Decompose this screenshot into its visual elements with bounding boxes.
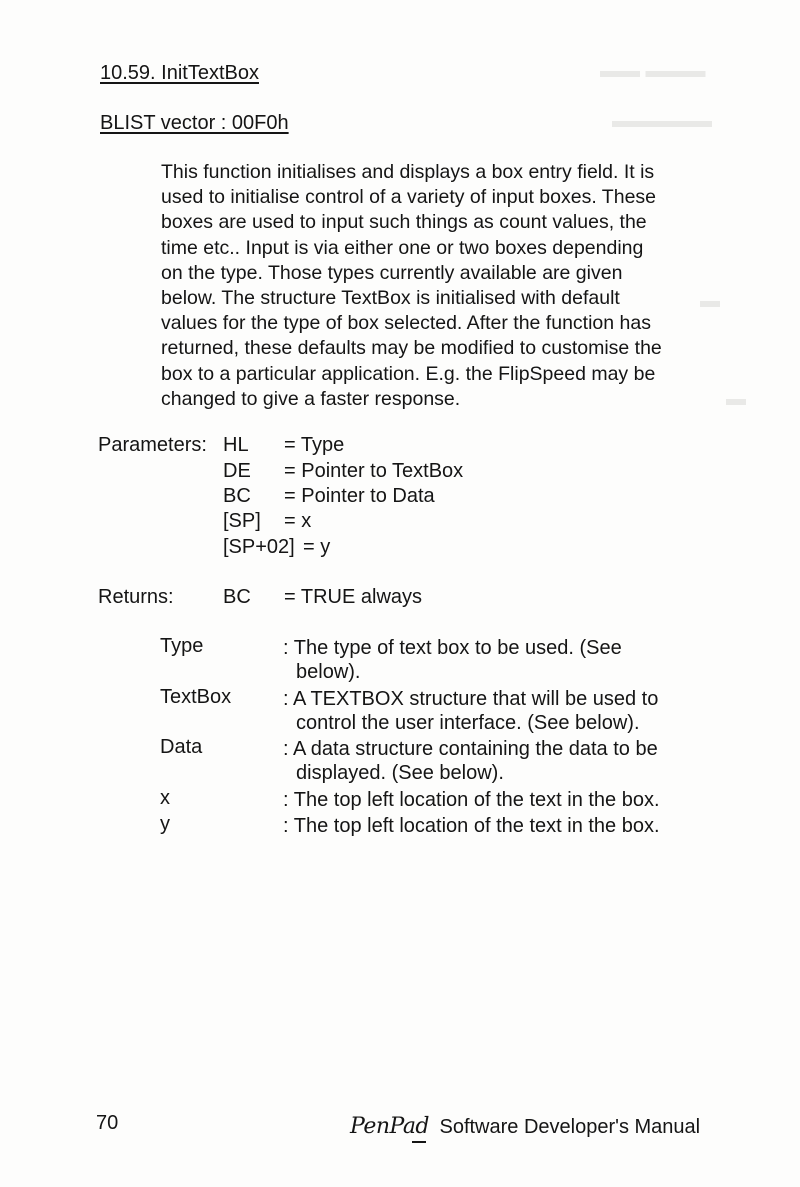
description-line: This function initialises and displays a box entry field. It is (161, 161, 655, 183)
footer-title (350, 1114, 700, 1139)
bleed-through-mark: ▬▬▬▬▬ (612, 110, 712, 132)
description-line: time etc.. Input is via either one or two boxes depending (161, 236, 644, 259)
param-value: = Type (284, 434, 345, 456)
description-line: box to a particular application. E.g. the FlipSpeed may be (161, 362, 656, 385)
definition-text: : The type of text box to be used. (See (283, 637, 622, 659)
logo-underline (412, 1141, 426, 1143)
definition-text: control the user interface. (See below). (296, 712, 640, 734)
param-register: BC (223, 485, 251, 507)
definition-text: displayed. (See below). (296, 762, 504, 784)
returns-register: BC (223, 586, 251, 608)
returns-label: Returns: (98, 586, 174, 608)
definition-text: : A TEXTBOX structure that will be used to (283, 688, 659, 710)
definition-term: x (160, 787, 170, 809)
blist-vector: BLIST vector : 00F0h (100, 112, 289, 134)
definition-term: TextBox (160, 686, 232, 708)
definition-text: : The top left location of the text in the box. (283, 815, 660, 837)
definition-term: Data (160, 736, 203, 758)
bleed-through-mark: ▬▬ ▬▬▬ (600, 60, 706, 82)
definition-term: y (160, 813, 170, 835)
section-title: 10.59. InitTextBox (100, 62, 259, 84)
description-paragraph (161, 160, 727, 412)
description-line: used to initialise control of a variety of input boxes. These (161, 186, 657, 209)
description-line: boxes are used to input such things as count values, the (161, 211, 647, 234)
page-number: 70 (96, 1112, 119, 1134)
definition-text: : The top left location of the text in the box. (283, 789, 660, 811)
description-line: changed to give a faster response. (161, 387, 461, 410)
param-value: = Pointer to Data (284, 485, 435, 507)
returns-value: = TRUE always (284, 586, 423, 608)
param-value: = x (284, 510, 312, 532)
description-line: below. The structure TextBox is initialised with default (161, 287, 620, 310)
definition-text: : A data structure containing the data to be (283, 738, 658, 760)
param-value: = Pointer to TextBox (284, 460, 464, 482)
description-line: values for the type of box selected. After the function has (161, 312, 651, 335)
param-register: DE (223, 460, 251, 482)
param-value: = y (303, 536, 331, 558)
param-register: [SP] (223, 510, 261, 532)
param-register: HL (223, 434, 249, 456)
parameters-label: Parameters: (98, 434, 207, 456)
manual-title: Software Developer's Manual (439, 1116, 701, 1138)
bleed-through-mark: ▬ (700, 290, 720, 312)
definition-text: below). (296, 661, 361, 683)
bleed-through-mark: ▬ (726, 388, 746, 410)
param-register: [SP+02] (223, 536, 295, 558)
description-line: on the type. Those types currently available are given (161, 261, 623, 284)
penpad-logo: PenPad (350, 1114, 430, 1139)
definition-term: Type (160, 635, 204, 657)
description-line: returned, these defaults may be modified to customise the (161, 337, 662, 360)
